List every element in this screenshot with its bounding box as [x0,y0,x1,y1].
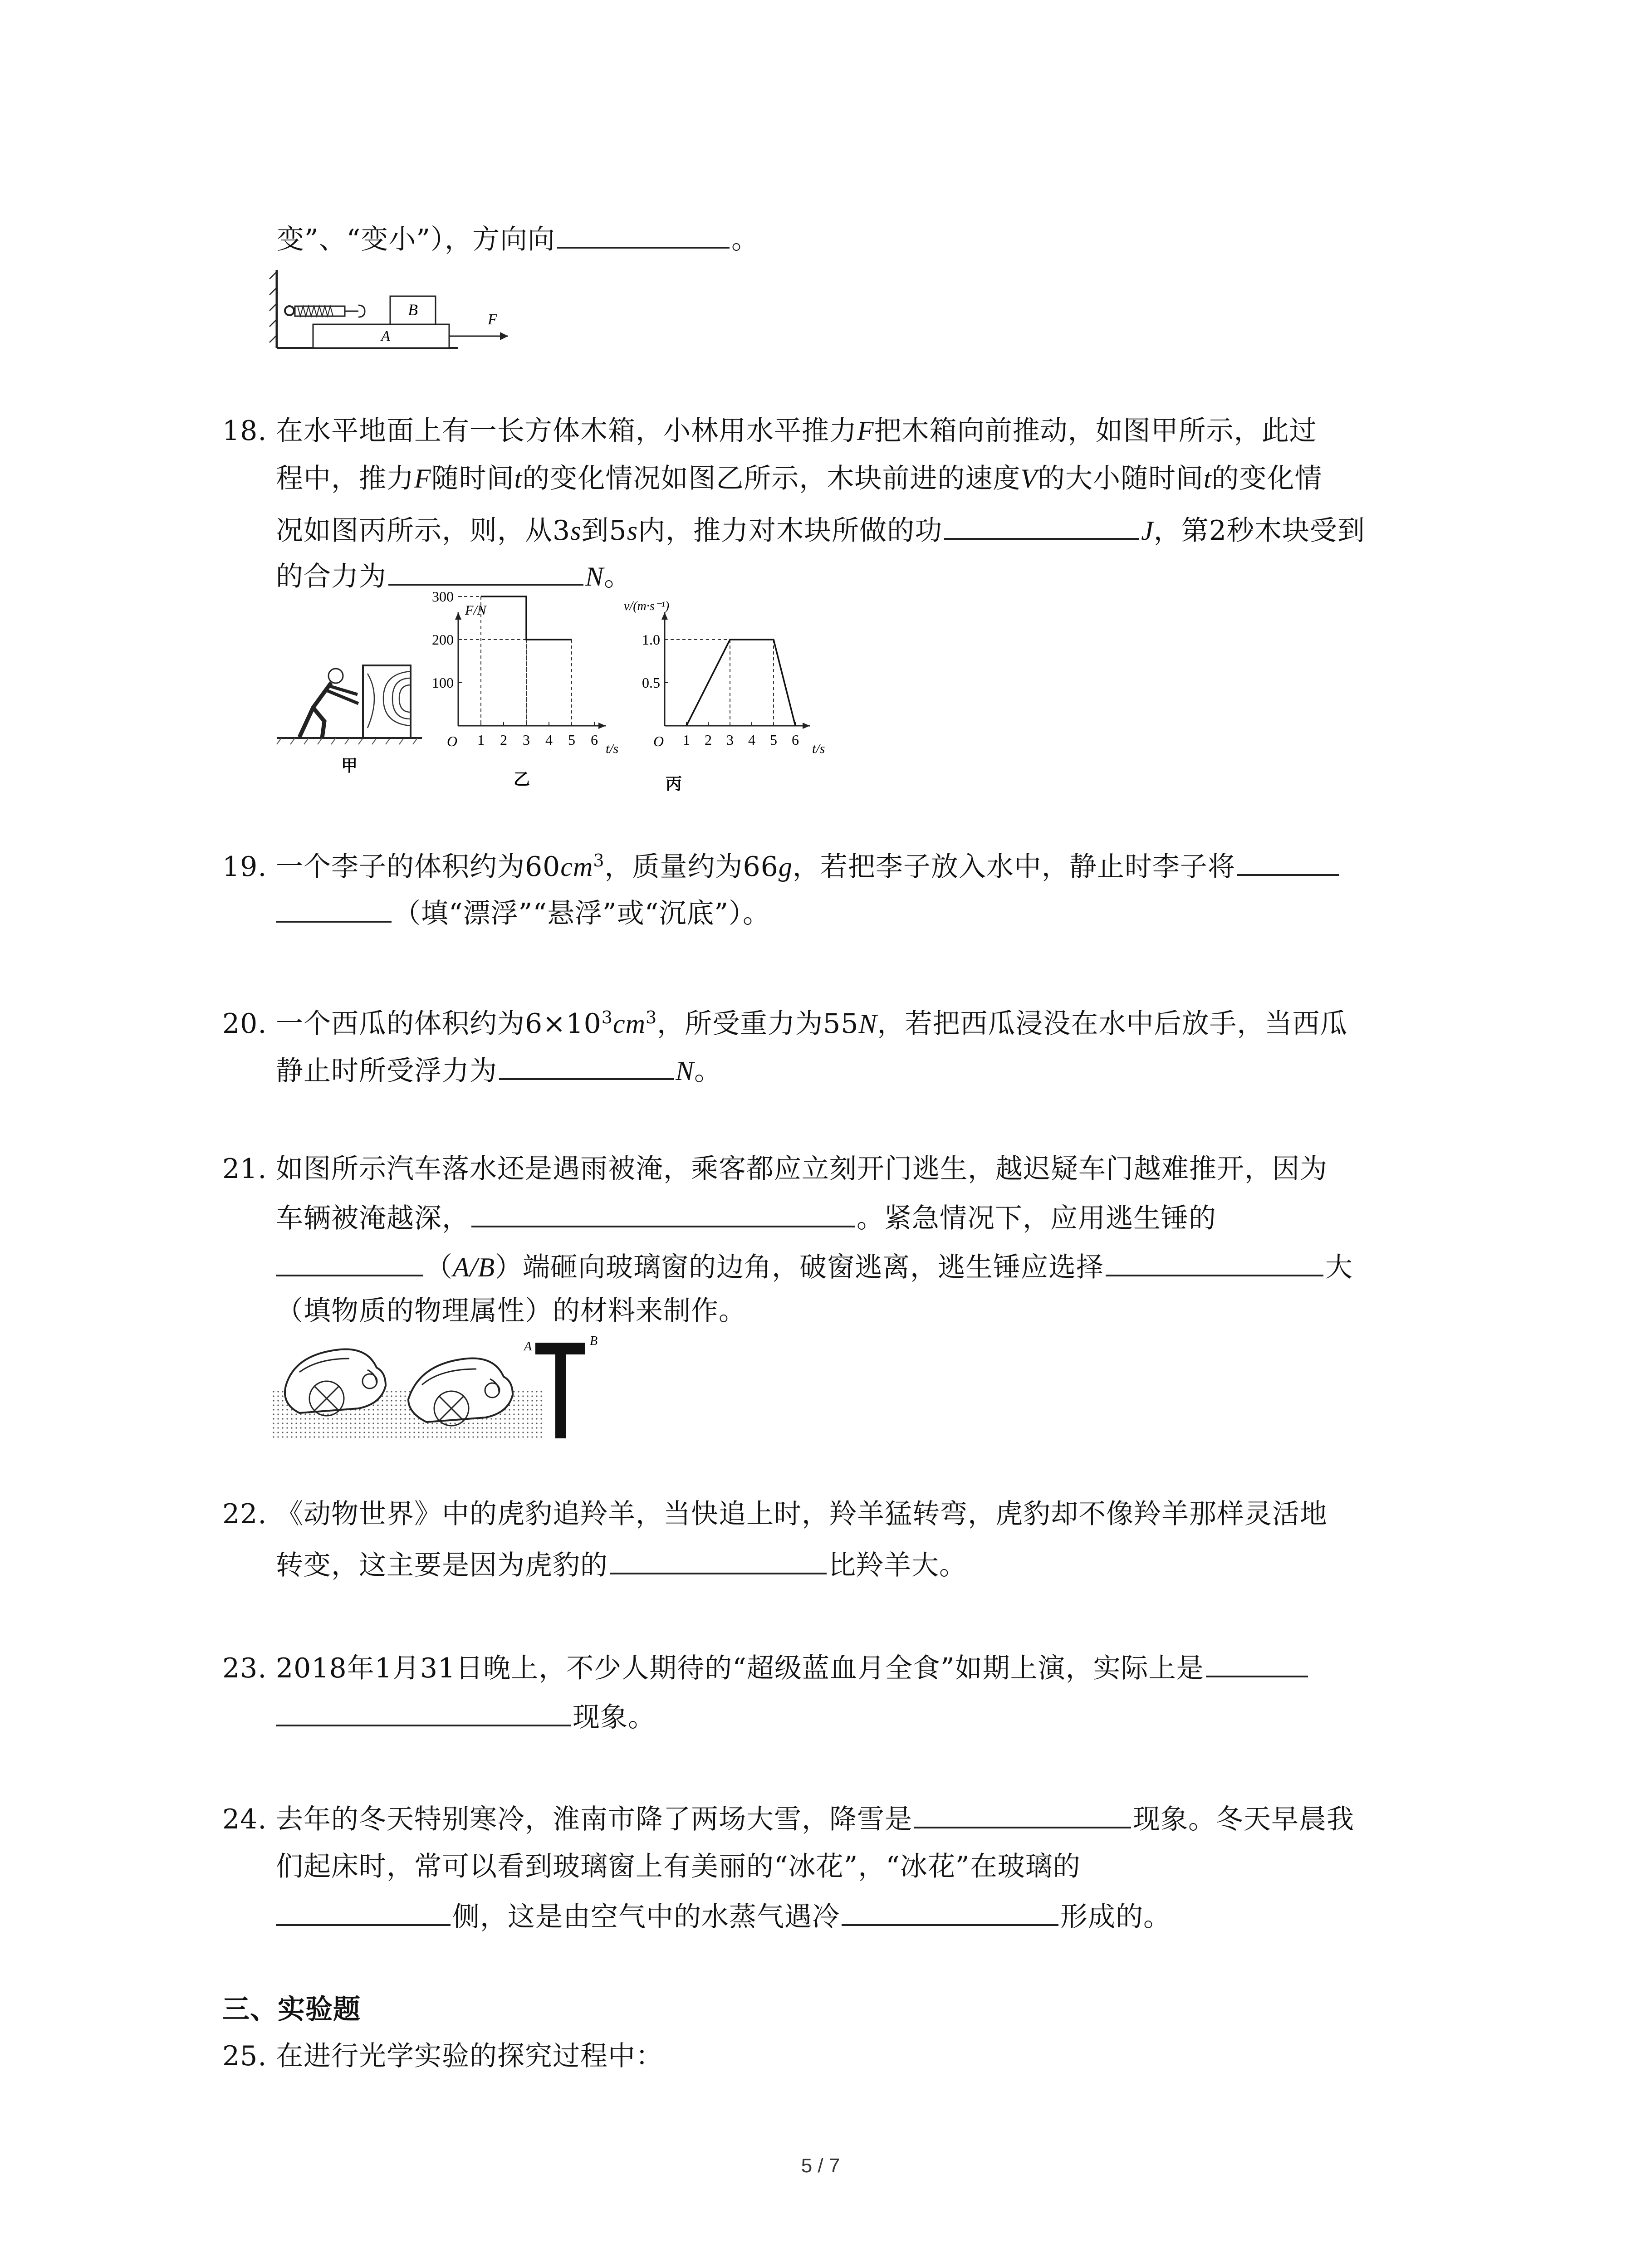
q18-blank-net-force [388,556,583,586]
series-line [481,596,572,640]
y-tick-label: 300 [432,588,454,605]
q23-line-2 [276,1696,656,1735]
q20-text: 。 [694,1055,722,1087]
q22-line-2 [276,1545,967,1584]
q18-text: 到5 [581,515,627,547]
x-tick-label: 6 [792,732,799,748]
q21-line-4 [276,1293,746,1329]
q18-unit: J [1141,516,1154,546]
q19-number: 19. [222,851,267,883]
q22-text: 比羚羊大。 [828,1549,967,1581]
q18-unit: N [585,562,604,591]
q18-var: F [414,464,431,494]
q17-label-b: B [408,301,418,319]
q21-text: 如图所示汽车落水还是遇雨被淹，乘客都应立刻开门逃生，越迟疑车门越难推开，因为 [276,1153,1327,1185]
q18-line-4 [276,556,632,595]
q18-caption-jia: 甲 [341,757,358,775]
q17-figure [268,270,531,354]
q24-number: 24. [222,1804,267,1835]
q18-text: 把木箱向前推动，如图甲所示，此过 [874,415,1317,447]
x-axis-label: t/s [606,741,619,756]
y-axis-label: F/N [465,603,486,618]
q21-var: A/B [453,1252,495,1282]
x-tick-label: 5 [568,732,575,748]
chart-caption: 乙 [513,770,530,788]
q23-blank-part2 [276,1696,571,1726]
y-tick-label: 100 [432,675,454,691]
q25-text: 在进行光学实验的探究过程中： [276,2040,663,2072]
q20-line-2 [276,1050,722,1089]
x-tick-label: 4 [748,732,755,748]
q18-unit: s [570,516,582,546]
q18-var: t [514,464,523,494]
q24-text: 形成的。 [1060,1901,1171,1933]
q18-text: 的合力为 [276,561,387,592]
q19-blank-part1 [1237,846,1339,876]
q24-line-1 [222,1799,1354,1838]
q21-text: 大 [1325,1251,1353,1283]
q21-text: （ [425,1251,453,1283]
q18-line-2 [276,460,1323,497]
q24-text: 现象。冬天早晨我 [1133,1804,1354,1835]
q18-var: t [1203,464,1212,494]
q19-unit: g [778,852,793,882]
x-axis-label: t/s [812,741,825,756]
q20-number: 20. [222,1008,267,1040]
q18-text: 。 [604,561,632,592]
q18-text: 随时间 [431,463,514,494]
q24-line-3 [276,1896,1171,1935]
x-tick-label: 5 [770,732,777,748]
page-number: 5 / 7 [801,2155,840,2177]
q21-line-1 [222,1151,1327,1187]
q20-superscript: 3 [601,1007,613,1027]
q21-text: ）端砸向玻璃窗的边角，破窗逃离，逃生锤应选择 [495,1251,1104,1283]
q22-number: 22. [222,1498,267,1530]
y-tick-label: 0.5 [642,675,660,691]
q18-text: 内，推力对木块所做的功 [638,515,943,547]
q17-label-f: F [488,311,497,328]
q20-unit: cm [612,1009,646,1039]
q18-text: 的变化情 [1211,463,1323,494]
q23-text: 2018年1月31日晚上，不少人期待的“超级蓝血月全食”如期上演，实际上是 [276,1652,1204,1684]
q21-label-a: A [524,1339,532,1354]
q21-label-b: B [590,1334,598,1348]
q18-text: 的变化情况如图乙所示，木块前进的速度 [522,463,1021,494]
q22-text: 《动物世界》中的虎豹追羚羊，当快追上时，羚羊猛转弯，虎豹却不像羚羊那样灵活地 [276,1498,1327,1530]
q17-label-a: A [381,327,390,344]
q19-text: ，若把李子放入水中，静止时李子将 [792,851,1235,883]
q18-var: F [857,416,874,446]
q22-line-1 [222,1496,1327,1532]
q18-line-3 [276,510,1365,549]
x-tick-label: 2 [500,732,507,748]
section-heading: 三、实验题 [222,1994,361,2025]
q21-text: （填物质的物理属性）的材料来制作。 [276,1295,746,1327]
q25-line-1 [222,2038,663,2074]
q24-line-2 [276,1848,1081,1885]
chart-caption: 丙 [665,775,682,793]
q21-blank-end [276,1246,423,1276]
q24-text: 去年的冬天特别寒冷，淮南市降了两场大雪，降雪是 [276,1804,912,1835]
origin-label: O [447,733,458,749]
y-axis-label: v/(m·s⁻¹) [624,599,670,613]
x-tick-label: 3 [523,732,530,748]
series-line [686,640,795,726]
q24-blank-process [842,1896,1058,1926]
q23-blank-part1 [1206,1647,1308,1677]
q19-blank-part2 [276,893,392,923]
q20-text: ，若把西瓜浸没在水中后放手，当西瓜 [877,1008,1348,1040]
q24-blank-side [276,1896,451,1926]
q17-tail-text: 变”、“变小”），方向向 [277,224,556,255]
q18-unit: s [627,516,638,546]
x-tick-label: 4 [545,732,553,748]
q23-number: 23. [222,1652,267,1684]
q18-blank-work [944,510,1139,540]
q20-line-1 [222,999,1348,1042]
q20-blank-buoyancy [499,1050,674,1080]
q20-unit: N [676,1056,695,1086]
x-tick-label: 3 [726,732,734,748]
q23-line-1 [222,1647,1308,1686]
q18-text: 在水平地面上有一长方体木箱，小林用水平推力 [276,415,857,447]
q24-text: 们起床时，常可以看到玻璃窗上有美丽的“冰花”，“冰花”在玻璃的 [276,1851,1081,1882]
y-tick-label: 200 [432,631,454,648]
q20-unit: N [858,1009,877,1039]
q18-text: ，第2秒木块受到 [1153,515,1365,547]
q18-var: V [1020,464,1038,494]
q18-chart-yi [420,588,637,794]
q22-text: 转变，这主要是因为虎豹的 [276,1549,608,1581]
q17-tail-line [277,219,759,258]
origin-label: O [653,733,664,749]
q18-text: 况如图丙所示，则，从3 [276,515,571,547]
q17-blank-direction [557,219,730,249]
q21-blank-reason [471,1198,855,1227]
q21-line-3 [276,1246,1353,1286]
q19-unit: cm [560,852,593,882]
q19-text: ，质量约为66 [604,851,779,883]
q19-superscript: 3 [593,850,605,870]
x-tick-label: 6 [591,732,598,748]
q21-figure [272,1331,626,1440]
x-tick-label: 1 [477,732,485,748]
q17-period: 。 [731,224,759,255]
q19-line-2 [276,893,770,932]
q20-text: 一个西瓜的体积约为6×10 [276,1008,602,1040]
q24-blank-snow [914,1799,1131,1828]
q21-text: 。紧急情况下，应用逃生锤的 [857,1202,1216,1234]
q18-text: 程中，推力 [276,463,414,494]
q20-superscript: 3 [645,1007,657,1027]
x-tick-label: 1 [683,732,690,748]
q22-blank-inertia [610,1545,827,1574]
q21-blank-property [1106,1246,1323,1276]
q19-line-1 [222,842,1339,885]
x-tick-label: 2 [705,732,712,748]
y-tick-label: 1.0 [642,631,660,648]
q25-number: 25. [222,2040,267,2072]
q18-chart-bing [612,594,848,798]
q20-text: ，所受重力为55 [657,1008,859,1040]
q18-figure-jia [277,660,426,792]
q21-number: 21. [222,1153,267,1185]
q18-text: 的大小随时间 [1037,463,1204,494]
q21-text: 车辆被淹越深， [276,1202,470,1234]
q18-number: 18. [222,415,267,447]
q20-text: 静止时所受浮力为 [276,1055,497,1087]
q19-text: 一个李子的体积约为60 [276,851,561,883]
q23-text: 现象。 [573,1701,656,1733]
q18-line-1 [222,413,1317,449]
q21-line-2 [276,1198,1216,1237]
q19-text: （填“漂浮”“悬浮”或“沉底”）。 [393,898,771,929]
q24-text: 侧，这是由空气中的水蒸气遇冷 [452,1901,840,1933]
